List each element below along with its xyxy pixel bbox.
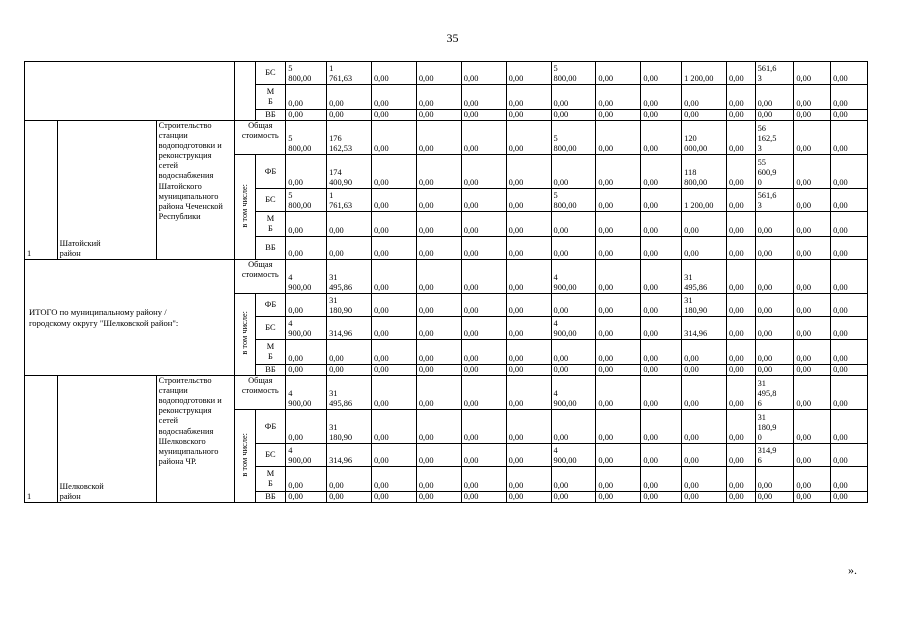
value-cell: 0,00 xyxy=(551,340,596,365)
value-cell: 0,00 xyxy=(416,121,461,155)
value-cell: 0,00 xyxy=(794,317,831,340)
value-cell: 0,00 xyxy=(371,317,416,340)
value-cell: 0,00 xyxy=(461,260,506,294)
value-cell: 0,00 xyxy=(327,237,372,260)
value-cell: 0,00 xyxy=(461,444,506,467)
total-cost-label: Общая стоимость xyxy=(235,121,286,155)
value-cell: 0,00 xyxy=(682,492,727,503)
value-cell: 176 162,53 xyxy=(327,121,372,155)
value-cell: 0,00 xyxy=(416,365,461,376)
value-cell: 0,00 xyxy=(641,340,682,365)
value-cell: 0,00 xyxy=(641,317,682,340)
value-cell: 0,00 xyxy=(551,492,596,503)
value-cell: 561,6 3 xyxy=(755,189,794,212)
value-cell: 0,00 xyxy=(682,237,727,260)
value-cell: 0,00 xyxy=(596,260,641,294)
value-cell: 0,00 xyxy=(461,121,506,155)
value-cell: 0,00 xyxy=(506,365,551,376)
value-cell: 0,00 xyxy=(416,376,461,410)
value-cell: 0,00 xyxy=(727,492,756,503)
value-cell: 4 900,00 xyxy=(551,376,596,410)
value-cell: 0,00 xyxy=(641,237,682,260)
value-cell: 0,00 xyxy=(416,317,461,340)
value-cell: 0,00 xyxy=(286,212,327,237)
value-cell: 1 200,00 xyxy=(682,62,727,85)
value-cell: 0,00 xyxy=(794,189,831,212)
value-cell: 0,00 xyxy=(371,467,416,492)
value-cell: 0,00 xyxy=(755,260,794,294)
value-cell: 0,00 xyxy=(596,410,641,444)
value-cell: 0,00 xyxy=(596,110,641,121)
value-cell: 0,00 xyxy=(794,340,831,365)
value-cell: 0,00 xyxy=(506,410,551,444)
value-cell: 0,00 xyxy=(416,110,461,121)
value-cell: 0,00 xyxy=(506,155,551,189)
value-cell: 0,00 xyxy=(506,189,551,212)
value-cell: 0,00 xyxy=(755,294,794,317)
value-cell: 0,00 xyxy=(831,62,868,85)
value-cell: 0,00 xyxy=(641,85,682,110)
code-vb: ВБ xyxy=(255,365,286,376)
value-cell: 0,00 xyxy=(286,110,327,121)
itogo-label: ИТОГО по муниципальному району / городскому округу "Шелковской район": xyxy=(25,260,235,376)
value-cell: 0,00 xyxy=(596,317,641,340)
value-cell: 31 180,90 xyxy=(327,410,372,444)
value-cell: 0,00 xyxy=(461,110,506,121)
value-cell: 0,00 xyxy=(461,212,506,237)
value-cell: 0,00 xyxy=(416,212,461,237)
value-cell: 0,00 xyxy=(727,110,756,121)
value-cell: 0,00 xyxy=(371,121,416,155)
value-cell: 0,00 xyxy=(641,110,682,121)
value-cell: 0,00 xyxy=(727,85,756,110)
code-bs: БС xyxy=(255,62,286,85)
closing-quote-mark: ». xyxy=(848,563,857,577)
value-cell: 0,00 xyxy=(286,155,327,189)
value-cell: 0,00 xyxy=(551,467,596,492)
value-cell: 120 000,00 xyxy=(682,121,727,155)
value-cell: 0,00 xyxy=(371,85,416,110)
value-cell: 0,00 xyxy=(727,189,756,212)
value-cell: 0,00 xyxy=(596,444,641,467)
value-cell: 0,00 xyxy=(596,85,641,110)
code-mb: М Б xyxy=(255,85,286,110)
value-cell: 0,00 xyxy=(755,492,794,503)
value-cell: 0,00 xyxy=(596,189,641,212)
value-cell: 0,00 xyxy=(755,212,794,237)
value-cell: 0,00 xyxy=(641,294,682,317)
value-cell: 0,00 xyxy=(641,212,682,237)
value-cell: 31 180,90 xyxy=(327,294,372,317)
value-cell: 0,00 xyxy=(286,85,327,110)
value-cell: 0,00 xyxy=(461,340,506,365)
value-cell: 0,00 xyxy=(461,365,506,376)
value-cell: 0,00 xyxy=(371,340,416,365)
value-cell: 0,00 xyxy=(596,212,641,237)
financing-table xyxy=(24,61,868,503)
value-cell: 0,00 xyxy=(794,121,831,155)
value-cell: 0,00 xyxy=(371,189,416,212)
value-cell: 31 495,86 xyxy=(327,376,372,410)
value-cell: 0,00 xyxy=(327,212,372,237)
value-cell: 0,00 xyxy=(461,294,506,317)
cont-bs-row xyxy=(25,62,868,85)
value-cell: 0,00 xyxy=(461,467,506,492)
district-name: Шатойский район xyxy=(57,121,156,260)
value-cell: 0,00 xyxy=(596,467,641,492)
page-number: 35 xyxy=(446,31,459,45)
value-cell: 0,00 xyxy=(596,492,641,503)
value-cell: 5 800,00 xyxy=(551,189,596,212)
value-cell: 0,00 xyxy=(641,410,682,444)
of-which-label: в том числе: xyxy=(235,410,255,503)
value-cell: 0,00 xyxy=(794,376,831,410)
value-cell: 0,00 xyxy=(416,260,461,294)
value-cell: 0,00 xyxy=(727,212,756,237)
code-bs: БС xyxy=(255,444,286,467)
value-cell: 314,96 xyxy=(682,317,727,340)
code-fb: ФБ xyxy=(255,294,286,317)
row-index: 1 xyxy=(25,121,58,260)
value-cell: 0,00 xyxy=(755,467,794,492)
value-cell: 314,96 xyxy=(327,317,372,340)
total-cost-label: Общая стоимость xyxy=(235,260,286,294)
value-cell: 0,00 xyxy=(371,365,416,376)
district-name: Шелковской район xyxy=(57,376,156,503)
value-cell: 0,00 xyxy=(831,444,868,467)
total-cost-label: Общая стоимость xyxy=(235,376,286,410)
value-cell: 0,00 xyxy=(371,410,416,444)
value-cell: 0,00 xyxy=(727,121,756,155)
value-cell: 0,00 xyxy=(551,110,596,121)
value-cell: 0,00 xyxy=(371,376,416,410)
value-cell: 56 162,5 3 xyxy=(755,121,794,155)
value-cell: 0,00 xyxy=(327,85,372,110)
value-cell: 0,00 xyxy=(461,492,506,503)
value-cell: 0,00 xyxy=(371,492,416,503)
value-cell: 0,00 xyxy=(794,492,831,503)
value-cell: 0,00 xyxy=(727,410,756,444)
value-cell: 5 800,00 xyxy=(551,121,596,155)
value-cell: 0,00 xyxy=(371,260,416,294)
value-cell: 0,00 xyxy=(831,155,868,189)
value-cell: 0,00 xyxy=(682,444,727,467)
value-cell: 0,00 xyxy=(831,410,868,444)
value-cell: 0,00 xyxy=(794,365,831,376)
project-description: Строительство станции водоподготовки и реконструкция сетей водоснабжения Шатойского муниципального района Чеченской Республики xyxy=(156,121,235,260)
value-cell: 0,00 xyxy=(416,467,461,492)
value-cell: 0,00 xyxy=(755,340,794,365)
value-cell: 0,00 xyxy=(641,444,682,467)
value-cell: 0,00 xyxy=(794,467,831,492)
value-cell: 0,00 xyxy=(831,294,868,317)
value-cell: 0,00 xyxy=(727,340,756,365)
cont-blank-subcell xyxy=(235,62,255,121)
value-cell: 0,00 xyxy=(461,62,506,85)
value-cell: 0,00 xyxy=(327,467,372,492)
value-cell: 0,00 xyxy=(506,376,551,410)
value-cell: 0,00 xyxy=(755,237,794,260)
value-cell: 5 800,00 xyxy=(286,121,327,155)
value-cell: 0,00 xyxy=(286,237,327,260)
code-mb: М Б xyxy=(255,340,286,365)
value-cell: 0,00 xyxy=(641,365,682,376)
value-cell: 0,00 xyxy=(727,376,756,410)
value-cell: 0,00 xyxy=(371,155,416,189)
value-cell: 561,6 3 xyxy=(755,62,794,85)
value-cell: 0,00 xyxy=(506,294,551,317)
value-cell: 4 900,00 xyxy=(551,260,596,294)
value-cell: 0,00 xyxy=(794,410,831,444)
value-cell: 0,00 xyxy=(551,85,596,110)
row-index: 1 xyxy=(25,376,58,503)
value-cell: 0,00 xyxy=(641,376,682,410)
value-cell: 0,00 xyxy=(831,260,868,294)
value-cell: 0,00 xyxy=(682,467,727,492)
value-cell: 4 900,00 xyxy=(286,444,327,467)
value-cell: 0,00 xyxy=(327,365,372,376)
value-cell: 0,00 xyxy=(727,294,756,317)
code-bs: БС xyxy=(255,317,286,340)
value-cell: 0,00 xyxy=(727,365,756,376)
value-cell: 0,00 xyxy=(831,365,868,376)
value-cell: 0,00 xyxy=(551,212,596,237)
value-cell: 0,00 xyxy=(794,260,831,294)
value-cell: 4 900,00 xyxy=(551,317,596,340)
value-cell: 1 200,00 xyxy=(682,189,727,212)
value-cell: 0,00 xyxy=(416,492,461,503)
value-cell: 0,00 xyxy=(831,237,868,260)
value-cell: 55 600,9 0 xyxy=(755,155,794,189)
value-cell: 0,00 xyxy=(641,121,682,155)
value-cell: 0,00 xyxy=(831,340,868,365)
value-cell: 0,00 xyxy=(371,444,416,467)
value-cell: 0,00 xyxy=(506,121,551,155)
value-cell: 0,00 xyxy=(831,85,868,110)
value-cell: 174 400,90 xyxy=(327,155,372,189)
value-cell: 0,00 xyxy=(727,467,756,492)
value-cell: 0,00 xyxy=(506,237,551,260)
of-which-label: в том числе: xyxy=(235,294,255,376)
value-cell: 0,00 xyxy=(831,110,868,121)
value-cell: 0,00 xyxy=(286,365,327,376)
value-cell: 0,00 xyxy=(755,110,794,121)
value-cell: 0,00 xyxy=(416,294,461,317)
value-cell: 0,00 xyxy=(794,444,831,467)
value-cell: 0,00 xyxy=(641,62,682,85)
itogo-total-row xyxy=(25,260,868,294)
value-cell: 0,00 xyxy=(286,467,327,492)
value-cell: 5 800,00 xyxy=(286,189,327,212)
value-cell: 31 495,86 xyxy=(327,260,372,294)
value-cell: 0,00 xyxy=(461,376,506,410)
value-cell: 31 495,86 xyxy=(682,260,727,294)
value-cell: 0,00 xyxy=(461,237,506,260)
value-cell: 0,00 xyxy=(755,85,794,110)
value-cell: 0,00 xyxy=(596,294,641,317)
value-cell: 0,00 xyxy=(641,467,682,492)
value-cell: 0,00 xyxy=(371,212,416,237)
value-cell: 0,00 xyxy=(506,317,551,340)
value-cell: 0,00 xyxy=(794,212,831,237)
value-cell: 0,00 xyxy=(461,189,506,212)
value-cell: 0,00 xyxy=(551,410,596,444)
value-cell: 0,00 xyxy=(755,365,794,376)
value-cell: 0,00 xyxy=(682,340,727,365)
value-cell: 0,00 xyxy=(794,294,831,317)
code-mb: М Б xyxy=(255,467,286,492)
value-cell: 0,00 xyxy=(551,365,596,376)
value-cell: 0,00 xyxy=(286,410,327,444)
value-cell: 0,00 xyxy=(596,365,641,376)
value-cell: 0,00 xyxy=(327,492,372,503)
value-cell: 0,00 xyxy=(327,110,372,121)
value-cell: 0,00 xyxy=(371,110,416,121)
value-cell: 0,00 xyxy=(286,294,327,317)
value-cell: 0,00 xyxy=(596,155,641,189)
value-cell: 0,00 xyxy=(416,410,461,444)
shatoy-total-row xyxy=(25,121,868,155)
value-cell: 0,00 xyxy=(416,155,461,189)
value-cell: 0,00 xyxy=(831,317,868,340)
value-cell: 0,00 xyxy=(727,317,756,340)
value-cell: 0,00 xyxy=(551,294,596,317)
value-cell: 0,00 xyxy=(461,155,506,189)
value-cell: 0,00 xyxy=(682,212,727,237)
value-cell: 0,00 xyxy=(461,410,506,444)
value-cell: 1 761,63 xyxy=(327,189,372,212)
of-which-label: в том числе: xyxy=(235,155,255,260)
value-cell: 0,00 xyxy=(831,376,868,410)
value-cell: 0,00 xyxy=(416,444,461,467)
value-cell: 31 180,90 xyxy=(682,294,727,317)
value-cell: 5 800,00 xyxy=(286,62,327,85)
value-cell: 0,00 xyxy=(682,365,727,376)
value-cell: 0,00 xyxy=(641,189,682,212)
value-cell: 0,00 xyxy=(506,260,551,294)
value-cell: 31 180,9 0 xyxy=(755,410,794,444)
value-cell: 0,00 xyxy=(794,85,831,110)
value-cell: 4 900,00 xyxy=(551,444,596,467)
code-vb: ВБ xyxy=(255,110,286,121)
value-cell: 0,00 xyxy=(831,212,868,237)
value-cell: 0,00 xyxy=(416,237,461,260)
value-cell: 4 900,00 xyxy=(286,376,327,410)
value-cell: 0,00 xyxy=(831,189,868,212)
value-cell: 0,00 xyxy=(794,110,831,121)
value-cell: 0,00 xyxy=(371,62,416,85)
value-cell: 0,00 xyxy=(682,85,727,110)
value-cell: 0,00 xyxy=(727,444,756,467)
value-cell: 0,00 xyxy=(682,376,727,410)
value-cell: 0,00 xyxy=(727,62,756,85)
value-cell: 0,00 xyxy=(682,110,727,121)
value-cell: 0,00 xyxy=(596,121,641,155)
value-cell: 0,00 xyxy=(506,444,551,467)
value-cell: 0,00 xyxy=(506,85,551,110)
value-cell: 0,00 xyxy=(506,212,551,237)
value-cell: 0,00 xyxy=(831,121,868,155)
value-cell: 0,00 xyxy=(794,155,831,189)
value-cell: 314,9 6 xyxy=(755,444,794,467)
value-cell: 1 761,63 xyxy=(327,62,372,85)
value-cell: 0,00 xyxy=(596,340,641,365)
value-cell: 31 495,8 6 xyxy=(755,376,794,410)
code-bs: БС xyxy=(255,189,286,212)
code-mb: М Б xyxy=(255,212,286,237)
value-cell: 0,00 xyxy=(641,492,682,503)
value-cell: 5 800,00 xyxy=(551,62,596,85)
value-cell: 0,00 xyxy=(286,340,327,365)
value-cell: 0,00 xyxy=(755,317,794,340)
shelkovskoy-total-row xyxy=(25,376,868,410)
value-cell: 0,00 xyxy=(416,189,461,212)
value-cell: 0,00 xyxy=(727,155,756,189)
value-cell: 0,00 xyxy=(416,85,461,110)
value-cell: 0,00 xyxy=(506,340,551,365)
value-cell: 0,00 xyxy=(831,492,868,503)
value-cell: 0,00 xyxy=(506,467,551,492)
value-cell: 314,96 xyxy=(327,444,372,467)
value-cell: 0,00 xyxy=(794,62,831,85)
value-cell: 0,00 xyxy=(371,237,416,260)
financing-table-container xyxy=(24,61,868,503)
code-vb: ВБ xyxy=(255,492,286,503)
value-cell: 0,00 xyxy=(641,155,682,189)
code-vb: ВБ xyxy=(255,237,286,260)
value-cell: 0,00 xyxy=(327,340,372,365)
value-cell: 0,00 xyxy=(551,237,596,260)
value-cell: 0,00 xyxy=(506,62,551,85)
value-cell: 0,00 xyxy=(794,237,831,260)
cont-blank-cell xyxy=(25,62,235,121)
value-cell: 0,00 xyxy=(506,492,551,503)
value-cell: 4 900,00 xyxy=(286,260,327,294)
value-cell: 0,00 xyxy=(461,85,506,110)
value-cell: 0,00 xyxy=(831,467,868,492)
value-cell: 0,00 xyxy=(727,237,756,260)
code-fb: ФБ xyxy=(255,410,286,444)
value-cell: 0,00 xyxy=(286,492,327,503)
value-cell: 0,00 xyxy=(596,237,641,260)
code-fb: ФБ xyxy=(255,155,286,189)
value-cell: 0,00 xyxy=(682,410,727,444)
value-cell: 4 900,00 xyxy=(286,317,327,340)
value-cell: 0,00 xyxy=(416,62,461,85)
value-cell: 118 800,00 xyxy=(682,155,727,189)
value-cell: 0,00 xyxy=(416,340,461,365)
project-description: Строительство станции водоподготовки и реконструкция сетей водоснабжения Шелковского муниципального района ЧР. xyxy=(156,376,235,503)
value-cell: 0,00 xyxy=(641,260,682,294)
value-cell: 0,00 xyxy=(551,155,596,189)
value-cell: 0,00 xyxy=(596,62,641,85)
value-cell: 0,00 xyxy=(461,317,506,340)
value-cell: 0,00 xyxy=(506,110,551,121)
value-cell: 0,00 xyxy=(371,294,416,317)
value-cell: 0,00 xyxy=(596,376,641,410)
value-cell: 0,00 xyxy=(727,260,756,294)
